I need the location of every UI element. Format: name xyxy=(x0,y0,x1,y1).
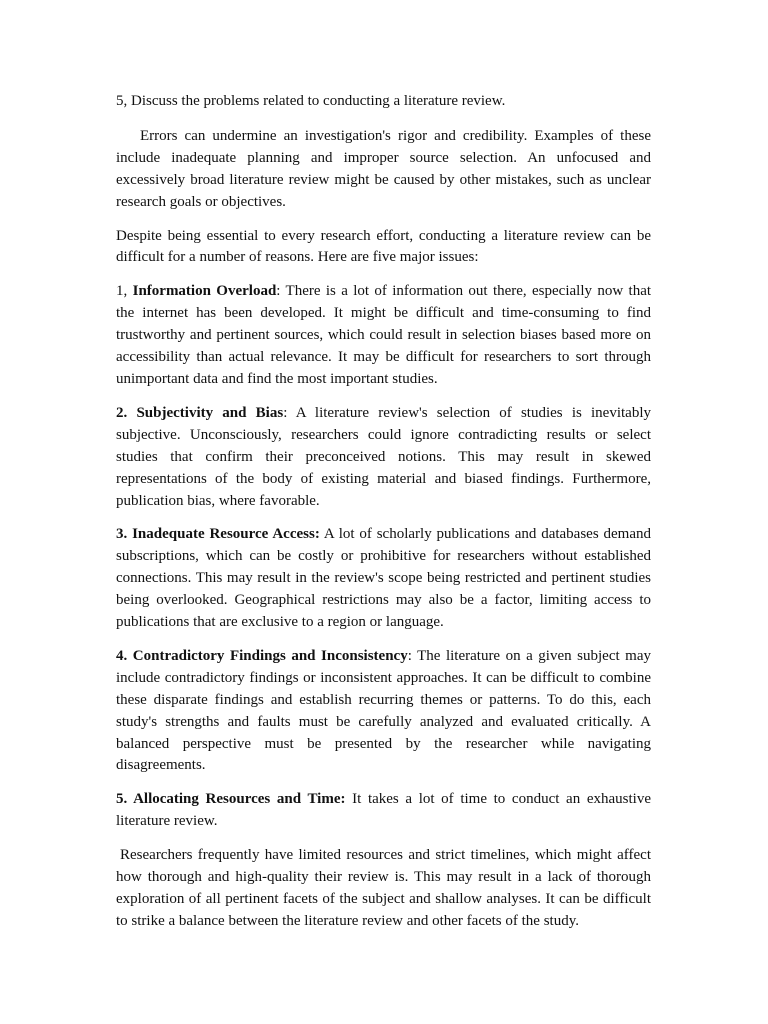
issue-paragraph-5 xyxy=(116,789,651,833)
issue-title: 4. Contradictory Findings and Inconsistency xyxy=(116,647,408,664)
issue-body: : There is a lot of information out there, especially now that the internet has been developed. It might be difficult and time-consuming to find trustworthy and pertinent sources, which could result in selection biases based more on accessibility than actual relevance. It may be difficult for researchers to sort through unimportant data and find the most important studies. xyxy=(116,283,652,387)
issue-paragraph-3 xyxy=(116,524,651,634)
overview-paragraph: Despite being essential to every research effort, conducting a literature review can be difficult for a number of reasons. Here are five major issues: xyxy=(116,227,651,266)
closing-paragraph: Researchers frequently have limited resources and strict timelines, which might affect how thorough and high-quality their review is. This may result in a lack of thorough exploration of all pertinent facets of the subject and shallow analyses. It can be difficult to strike a balance between the literature review and other facets of the study. xyxy=(116,847,651,929)
issue-title: Information Overload xyxy=(132,283,277,300)
issue-paragraph-4 xyxy=(116,646,651,777)
issue-paragraph-1 xyxy=(116,281,651,391)
issue-body: : A literature review's selection of studies is inevitably subjective. Unconsciously, researchers could ignore contradicting results or select studies that confirm their preconceived notions. This may result in skewed representations of the body of existing material and biased findings. Furthermore, publication bias, where favorable. xyxy=(116,404,652,509)
issue-prefix: 1, xyxy=(116,283,133,300)
issue-body: : The literature on a given subject may include contradictory findings or inconsistent approaches. It can be difficult to combine these disparate findings and establish recurring themes or patterns. To do this, each study's strengths and faults must be carefully analyzed and evaluated critically. A balanced perspective must be presented by the researcher while navigating disagreements. xyxy=(116,647,651,774)
intro-paragraph: Errors can undermine an investigation's rigor and credibility. Examples of these include inadequate planning and improper source selection. An unfocused and excessively broad literature review might be caused by other mistakes, such as unclear research goals or objectives. xyxy=(116,127,651,210)
issue-body: It takes a lot of time to conduct an exhaustive literature review. xyxy=(116,791,651,830)
document-page xyxy=(116,91,651,945)
issue-body: A lot of scholarly publications and databases demand subscriptions, which can be costly or prohibitive for researchers without established connections. This may result in the review's scope being restricted and pertinent studies being overlooked. Geographical restrictions may also be a factor, limiting access to publications that are exclusive to a region or language. xyxy=(116,526,651,631)
issue-title: 3. Inadequate Resource Access: xyxy=(116,526,320,543)
question-heading: 5, Discuss the problems related to conducting a literature review. xyxy=(116,93,506,109)
issue-paragraph-2 xyxy=(116,403,651,513)
issue-title: 2. Subjectivity and Bias xyxy=(116,404,284,421)
issue-title: 5. Allocating Resources and Time: xyxy=(116,791,346,808)
